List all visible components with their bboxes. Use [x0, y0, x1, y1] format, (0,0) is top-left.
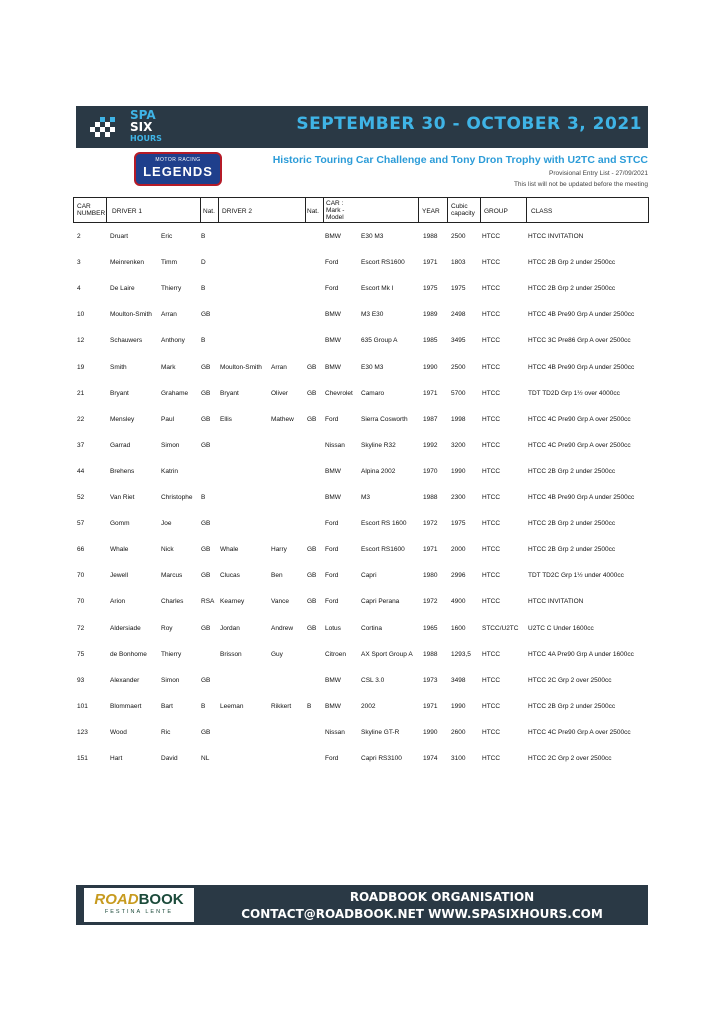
driver1-nationality: GB: [201, 415, 211, 423]
header-group: GROUP: [484, 208, 508, 215]
checkered-flag-icon: [86, 113, 120, 141]
group: HTCC: [482, 598, 501, 606]
driver2-nationality: B: [307, 702, 312, 710]
driver1-last-name: Druart: [110, 233, 129, 240]
cubic-capacity: 2000: [451, 546, 466, 554]
driver1-last-name: Blommaert: [110, 702, 142, 710]
car-make: Ford: [325, 520, 339, 528]
driver1-first-name: Nick: [161, 546, 174, 554]
car-make: BMW: [325, 311, 341, 319]
car-make: Ford: [325, 598, 339, 606]
driver1-last-name: Garrad: [110, 441, 131, 449]
year: 1971: [423, 546, 438, 554]
driver2-last-name: Ellis: [220, 415, 232, 423]
year: 1974: [423, 755, 438, 762]
cubic-capacity: 2500: [451, 363, 466, 371]
legends-big-text: LEGENDS: [143, 164, 213, 179]
table-row: [73, 596, 649, 610]
table-row: [73, 649, 649, 663]
table-header: [73, 197, 649, 223]
group: HTCC: [482, 441, 501, 449]
car-make: BMW: [325, 233, 341, 240]
header-driver1: DRIVER 1: [112, 208, 142, 215]
group: STCC/U2TC: [482, 624, 519, 632]
car-make: Ford: [325, 755, 339, 762]
driver2-last-name: Whale: [220, 546, 239, 554]
driver1-first-name: Anthony: [161, 337, 185, 345]
class: HTCC 2B Grp 2 under 2500cc: [528, 546, 616, 554]
driver1-nationality: NL: [201, 755, 210, 762]
driver1-last-name: Mensley: [110, 415, 135, 423]
car-make: Ford: [325, 546, 339, 554]
car-number: 66: [77, 546, 85, 554]
year: 1989: [423, 311, 438, 319]
car-model: Cortina: [361, 624, 382, 632]
cubic-capacity: 3495: [451, 337, 466, 345]
cubic-capacity: 2600: [451, 728, 466, 736]
car-number: 75: [77, 650, 85, 658]
table-row: [73, 388, 649, 402]
logo-line2: SIX: [130, 120, 153, 134]
driver1-first-name: Thierry: [161, 285, 182, 293]
driver1-nationality: GB: [201, 624, 211, 632]
header-nat2: Nat.: [307, 208, 319, 215]
class: HTCC INVITATION: [528, 233, 584, 240]
class: HTCC 2B Grp 2 under 2500cc: [528, 702, 616, 710]
car-model: Skyline GT-R: [361, 728, 400, 736]
driver2-first-name: Rikkert: [271, 702, 292, 710]
cubic-capacity: 2996: [451, 572, 466, 580]
class: HTCC 2B Grp 2 under 2500cc: [528, 259, 616, 267]
group: HTCC: [482, 546, 501, 554]
car-model: Alpina 2002: [361, 467, 396, 475]
car-number: 44: [77, 467, 85, 475]
car-number: 72: [77, 624, 85, 632]
driver1-first-name: Bart: [161, 702, 173, 710]
group: HTCC: [482, 572, 501, 580]
driver1-nationality: B: [201, 233, 206, 240]
driver1-first-name: Charles: [161, 598, 184, 606]
driver1-nationality: GB: [201, 676, 211, 684]
driver1-last-name: Hart: [110, 755, 123, 762]
car-number: 22: [77, 415, 85, 423]
driver1-nationality: GB: [201, 572, 211, 580]
year: 1965: [423, 624, 438, 632]
header-car-number: CAR NUMBER: [77, 203, 106, 217]
car-model: E30 M3: [361, 233, 384, 240]
car-make: Lotus: [325, 624, 341, 632]
group: HTCC: [482, 467, 501, 475]
footer-contact: CONTACT@ROADBOOK.NET WWW.SPASIXHOURS.COM: [241, 907, 603, 921]
group: HTCC: [482, 676, 501, 684]
table-row: [73, 492, 649, 506]
driver1-nationality: RSA: [201, 598, 215, 606]
car-number: 57: [77, 520, 85, 528]
logo-line3: HOURS: [130, 134, 162, 143]
driver1-nationality: GB: [201, 311, 211, 319]
table-row: [73, 414, 649, 428]
header-nat1: Nat.: [203, 208, 215, 215]
car-make: BMW: [325, 363, 341, 371]
car-model: Capri Perana: [361, 598, 400, 606]
group: HTCC: [482, 728, 501, 736]
group: HTCC: [482, 233, 501, 240]
car-model: M3 E30: [361, 311, 384, 319]
driver2-first-name: Harry: [271, 546, 287, 554]
logo-book: BOOK: [138, 891, 184, 908]
car-number: 4: [77, 285, 81, 293]
cubic-capacity: 1975: [451, 285, 466, 293]
driver1-nationality: B: [201, 702, 206, 710]
driver1-first-name: Timm: [161, 259, 178, 267]
group: HTCC: [482, 363, 501, 371]
header-year: YEAR: [422, 208, 440, 215]
driver1-last-name: Aldersiade: [110, 624, 141, 632]
car-number: 10: [77, 311, 85, 319]
cubic-capacity: 2500: [451, 233, 466, 240]
car-number: 101: [77, 702, 88, 710]
cubic-capacity: 1975: [451, 520, 466, 528]
logo-line1: SPA: [130, 108, 156, 122]
year: 1972: [423, 598, 438, 606]
driver2-first-name: Andrew: [271, 624, 294, 632]
car-make: Ford: [325, 572, 339, 580]
table-row: [73, 518, 649, 532]
class: U2TC C Under 1600cc: [528, 624, 594, 632]
car-number: 37: [77, 441, 85, 449]
event-dates: SEPTEMBER 30 - OCTOBER 3, 2021: [296, 114, 642, 134]
driver1-first-name: Roy: [161, 624, 173, 632]
group: HTCC: [482, 520, 501, 528]
table-row: [73, 257, 649, 271]
driver1-nationality: B: [201, 285, 206, 293]
cubic-capacity: 3100: [451, 755, 466, 762]
group: HTCC: [482, 259, 501, 267]
cubic-capacity: 3200: [451, 441, 466, 449]
driver1-last-name: Schauwers: [110, 337, 143, 345]
table-row: [73, 309, 649, 323]
car-make: BMW: [325, 676, 341, 684]
driver1-first-name: Paul: [161, 415, 175, 423]
driver2-first-name: Ben: [271, 572, 283, 580]
car-model: E30 M3: [361, 363, 384, 371]
table-row: [73, 466, 649, 480]
driver1-last-name: Gomm: [110, 520, 130, 528]
driver1-first-name: Eric: [161, 233, 173, 240]
driver2-first-name: Guy: [271, 650, 283, 658]
cubic-capacity: 3498: [451, 676, 466, 684]
cubic-capacity: 1998: [451, 415, 466, 423]
cubic-capacity: 1990: [451, 702, 466, 710]
table-row: [73, 623, 649, 637]
driver1-nationality: B: [201, 337, 206, 345]
table-row: [73, 727, 649, 741]
driver2-nationality: GB: [307, 415, 317, 423]
car-number: 70: [77, 572, 85, 580]
class: HTCC 2C Grp 2 over 2500cc: [528, 676, 612, 684]
driver1-first-name: Ric: [161, 728, 171, 736]
class: HTCC 4A Pre90 Grp A under 1600cc: [528, 650, 634, 658]
car-make: BMW: [325, 494, 341, 501]
cubic-capacity: 2498: [451, 311, 466, 319]
car-number: 2: [77, 233, 81, 240]
table-row: [73, 753, 649, 767]
class: TDT TD2C Grp 1½ under 4000cc: [528, 572, 624, 580]
car-number: 70: [77, 598, 85, 606]
car-model: M3: [361, 494, 371, 501]
car-make: BMW: [325, 702, 341, 710]
driver1-last-name: Meinrenken: [110, 259, 144, 267]
driver1-first-name: Joe: [161, 520, 172, 528]
driver1-nationality: GB: [201, 363, 211, 371]
year: 1975: [423, 285, 438, 293]
driver2-last-name: Kearney: [220, 598, 245, 606]
car-model: Escort RS1600: [361, 546, 405, 554]
year: 1988: [423, 650, 438, 658]
driver2-first-name: Oliver: [271, 389, 288, 397]
car-make: Citroen: [325, 650, 346, 658]
table-row: [73, 362, 649, 376]
motor-racing-legends-logo: [134, 152, 222, 186]
car-model: Camaro: [361, 389, 385, 397]
year: 1970: [423, 467, 438, 475]
group: HTCC: [482, 337, 501, 345]
driver1-first-name: Simon: [161, 676, 180, 684]
legends-small-text: MOTOR RACING: [155, 157, 201, 163]
cubic-capacity: 2300: [451, 494, 466, 501]
driver1-last-name: Brehens: [110, 467, 135, 475]
header-driver2: DRIVER 2: [222, 208, 252, 215]
car-number: 19: [77, 363, 85, 371]
driver1-last-name: Smith: [110, 363, 127, 371]
driver1-nationality: GB: [201, 728, 211, 736]
driver1-last-name: Bryant: [110, 389, 129, 397]
driver1-last-name: Arion: [110, 598, 126, 606]
group: HTCC: [482, 755, 501, 762]
logo-motto: FESTINA LENTE: [104, 909, 174, 915]
class: HTCC 4C Pre90 Grp A over 2500cc: [528, 415, 631, 423]
car-model: AX Sport Group A: [361, 650, 413, 658]
driver1-nationality: B: [201, 494, 206, 501]
class: HTCC 4B Pre90 Grp A under 2500cc: [528, 311, 635, 319]
driver2-nationality: GB: [307, 598, 317, 606]
car-model: CSL 3.0: [361, 676, 385, 684]
cubic-capacity: 1600: [451, 624, 466, 632]
year: 1988: [423, 494, 438, 501]
table-row: [73, 440, 649, 454]
car-make: Nissan: [325, 441, 345, 449]
cubic-capacity: 4900: [451, 598, 466, 606]
year: 1971: [423, 389, 438, 397]
group: HTCC: [482, 285, 501, 293]
car-model: 2002: [361, 702, 376, 710]
driver2-nationality: GB: [307, 572, 317, 580]
class: HTCC 4C Pre90 Grp A over 2500cc: [528, 441, 631, 449]
class: HTCC 2B Grp 2 under 2500cc: [528, 520, 616, 528]
year: 1992: [423, 441, 438, 449]
spa-six-hours-logo: [86, 109, 176, 145]
driver1-first-name: Katrin: [161, 467, 178, 475]
driver2-nationality: GB: [307, 624, 317, 632]
header-banner: [76, 106, 648, 148]
roadbook-logo: [84, 888, 194, 922]
header-cubic-capacity: Cubic capacity: [451, 203, 475, 217]
year: 1987: [423, 415, 438, 423]
driver1-last-name: Jewell: [110, 572, 129, 580]
header-class: CLASS: [531, 208, 553, 215]
group: HTCC: [482, 311, 501, 319]
driver2-first-name: Vance: [271, 598, 289, 606]
car-model: Skyline R32: [361, 441, 396, 449]
class: HTCC 4B Pre90 Grp A under 2500cc: [528, 363, 635, 371]
year: 1971: [423, 702, 438, 710]
driver1-last-name: Whale: [110, 546, 129, 554]
class: HTCC 2B Grp 2 under 2500cc: [528, 285, 616, 293]
header-car: CAR : Mark - Model: [326, 200, 345, 221]
driver1-last-name: de Bonhome: [110, 650, 147, 658]
driver1-last-name: Van Riet: [110, 494, 135, 501]
cubic-capacity: 1803: [451, 259, 466, 267]
car-number: 151: [77, 755, 88, 762]
year: 1980: [423, 572, 438, 580]
group: HTCC: [482, 389, 501, 397]
driver1-nationality: GB: [201, 389, 211, 397]
table-row: [73, 544, 649, 558]
car-model: Escort Mk I: [361, 285, 394, 293]
class: HTCC 2B Grp 2 under 2500cc: [528, 467, 616, 475]
table-row: [73, 675, 649, 689]
car-number: 3: [77, 259, 81, 267]
year: 1990: [423, 363, 438, 371]
driver1-last-name: De Laire: [110, 285, 135, 293]
group: HTCC: [482, 494, 501, 501]
car-make: BMW: [325, 337, 341, 345]
driver1-nationality: D: [201, 259, 206, 267]
event-subtitle: Historic Touring Car Challenge and Tony Dron Trophy with U2TC and STCC: [272, 154, 648, 166]
driver2-last-name: Jordan: [220, 624, 240, 632]
table-row: [73, 570, 649, 584]
table-row: [73, 701, 649, 715]
car-model: Capri: [361, 572, 377, 580]
car-model: Escort RS 1600: [361, 520, 407, 528]
driver1-first-name: Thierry: [161, 650, 182, 658]
group: HTCC: [482, 415, 501, 423]
car-make: Chevrolet: [325, 389, 353, 397]
driver1-first-name: David: [161, 755, 178, 762]
driver1-first-name: Christophe: [161, 494, 193, 501]
car-make: Ford: [325, 259, 339, 267]
table-row: [73, 335, 649, 349]
driver2-last-name: Clucas: [220, 572, 240, 580]
driver2-first-name: Mathew: [271, 415, 294, 423]
year: 1973: [423, 676, 438, 684]
table-row: [73, 283, 649, 297]
driver1-first-name: Grahame: [161, 389, 189, 397]
class: TDT TD2D Grp 1½ over 4000cc: [528, 389, 620, 397]
footer-organisation: ROADBOOK ORGANISATION: [349, 890, 535, 904]
driver2-last-name: Brisson: [220, 650, 242, 658]
car-make: BMW: [325, 467, 341, 475]
car-number: 93: [77, 676, 85, 684]
cubic-capacity: 1293,5: [451, 650, 471, 658]
year: 1972: [423, 520, 438, 528]
car-make: Ford: [325, 415, 339, 423]
driver1-last-name: Wood: [110, 728, 127, 736]
car-model: Capri RS3100: [361, 755, 402, 762]
driver2-last-name: Leeman: [220, 702, 244, 710]
provisional-entry-date: Provisional Entry List - 27/09/2021: [549, 170, 648, 177]
driver2-last-name: Moulton-Smith: [220, 363, 262, 371]
car-number: 123: [77, 728, 88, 736]
year: 1971: [423, 259, 438, 267]
class: HTCC 4C Pre90 Grp A over 2500cc: [528, 728, 631, 736]
car-model: 635 Group A: [361, 337, 398, 345]
driver1-last-name: Alexander: [110, 676, 140, 684]
driver2-last-name: Bryant: [220, 389, 239, 397]
driver1-first-name: Mark: [161, 363, 176, 371]
driver1-nationality: GB: [201, 546, 211, 554]
footer-banner: [76, 885, 648, 925]
driver2-nationality: GB: [307, 546, 317, 554]
year: 1988: [423, 233, 438, 240]
class: HTCC 2C Grp 2 over 2500cc: [528, 755, 612, 762]
group: HTCC: [482, 650, 501, 658]
class: HTCC 3C Pre86 Grp A over 2500cc: [528, 337, 631, 345]
driver1-first-name: Arran: [161, 311, 177, 319]
group: HTCC: [482, 702, 501, 710]
car-number: 12: [77, 337, 85, 345]
driver1-first-name: Marcus: [161, 572, 183, 580]
table-row: [73, 231, 649, 245]
car-number: 21: [77, 389, 85, 397]
class: HTCC INVITATION: [528, 598, 584, 606]
driver2-nationality: GB: [307, 389, 317, 397]
year: 1985: [423, 337, 438, 345]
cubic-capacity: 1990: [451, 467, 466, 475]
car-model: Escort RS1600: [361, 259, 405, 267]
class: HTCC 4B Pre90 Grp A under 2500cc: [528, 494, 635, 501]
update-notice: This list will not be updated before the meeting: [513, 181, 648, 188]
car-model: Sierra Cosworth: [361, 415, 408, 423]
logo-road: ROAD: [94, 891, 139, 908]
car-make: Nissan: [325, 728, 345, 736]
year: 1990: [423, 728, 438, 736]
driver2-first-name: Arran: [271, 363, 287, 371]
driver1-nationality: GB: [201, 520, 211, 528]
cubic-capacity: 5700: [451, 389, 466, 397]
driver1-last-name: Moulton-Smith: [110, 311, 152, 319]
car-make: Ford: [325, 285, 339, 293]
driver2-nationality: GB: [307, 363, 317, 371]
car-number: 52: [77, 494, 85, 501]
driver1-first-name: Simon: [161, 441, 180, 449]
driver1-nationality: GB: [201, 441, 211, 449]
